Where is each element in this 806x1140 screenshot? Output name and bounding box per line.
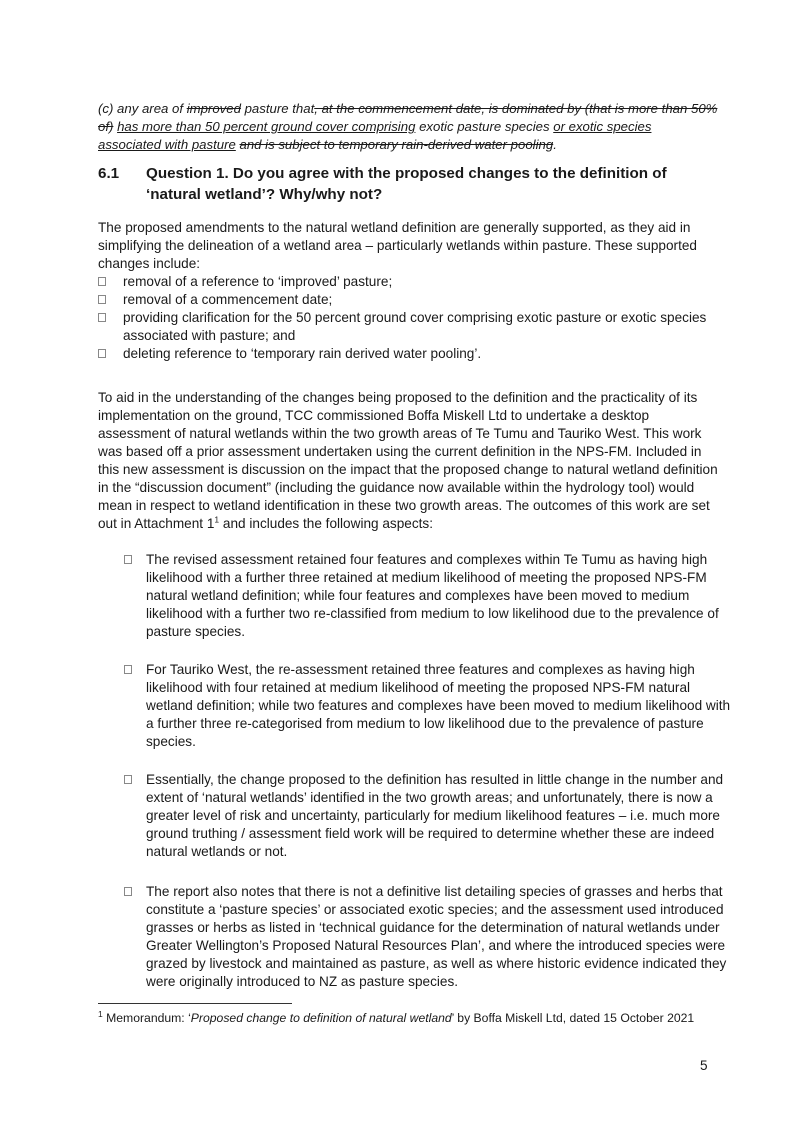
section-heading	[98, 163, 718, 205]
footnote: $^1$ Memorandum: ‘Proposed change to definition of natural wetland’ by Boffa Miskell Ltd, dated 15 October 2021	[98, 1008, 695, 1025]
list-item: deleting reference to ‘temporary rain derived water pooling’.	[98, 345, 718, 363]
deleted-text: and is subject to temporary rain-derived water pooling	[239, 137, 554, 152]
list-item: removal of a reference to ‘improved’ pasture;	[98, 273, 718, 291]
checkbox-bullet-icon	[98, 277, 106, 286]
checkbox-bullet-icon	[98, 295, 106, 304]
assessment-paragraph: To aid in the understanding of the changes being proposed to the definition and the practicality of its implementation on the ground, TCC commissioned Boffa Miskell Ltd to undertake a desktop assessment of natural wetlands within the two growth areas of Te Tumu and Tauriko West. This work was based off a prior assessment undertaken using the current definition in the NPS-FM. Included in this new assessment is discussion on the impact that the proposed change to natural wetland definition in the “discussion document” (including the guidance now available within the hydrology tool) would mean in respect to wetland identification in these two growth areas. The outcomes of this work are set out in Attachment $1^1$ and includes the following aspects:	[98, 390, 718, 531]
supported-changes-list	[98, 273, 718, 363]
section-title: Question 1. Do you agree with the proposed changes to the definition of ‘natural wetland’? Why/why not?	[146, 165, 667, 203]
footnote-reference: 1	[214, 514, 220, 525]
amended-definition-clause: (c) any area of improved pasture that, at the commencement date, is dominated by (that is more than 50% of) has more than 50 percent ground cover comprising exotic pasture species or exotic species associated with pasture and is subject to temporary rain-derived water pooling.	[98, 101, 718, 152]
list-item: Essentially, the change proposed to the definition has resulted in little change in the number and extent of ‘natural wetlands’ identified in the two growth areas; and unfortunately, there is now a greater level of risk and uncertainty, particularly for medium likelihood features – i.e. much more ground truthing / assessment field work will be required to determine whether these are indeed natural wetlands or not.	[124, 771, 736, 861]
checkbox-bullet-icon	[124, 775, 132, 784]
deleted-text: improved	[186, 101, 241, 116]
inserted-text: or exotic species associated with pasture	[98, 119, 652, 152]
checkbox-bullet-icon	[98, 349, 106, 358]
list-item: providing clarification for the 50 percent ground cover comprising exotic pasture or exotic species associated with pasture; and	[98, 309, 718, 345]
memorandum-title: Proposed change to definition of natural wetland	[190, 1011, 452, 1025]
list-item: For Tauriko West, the re-assessment retained three features and complexes as having high likelihood with four retained at medium likelihood of meeting the proposed NPS-FM natural wetland definition; while two features and complexes have been moved to medium likelihood with a further three re-categorised from medium to low likelihood due to the prevalence of pasture species.	[124, 661, 736, 751]
footnote-separator	[98, 1003, 292, 1004]
list-item: The revised assessment retained four features and complexes within Te Tumu as having high likelihood with a further three retained at medium likelihood of meeting the proposed NPS-FM natural wetland definition; while four features and complexes have been moved to medium likelihood with a further two re-classified from medium to low likelihood due to the prevalence of pasture species.	[124, 551, 736, 641]
checkbox-bullet-icon	[124, 887, 132, 896]
checkbox-bullet-icon	[124, 665, 132, 674]
checkbox-bullet-icon	[98, 313, 106, 322]
list-item: removal of a commencement date;	[98, 291, 718, 309]
page-number: 5	[700, 1058, 708, 1073]
section-number: 6.1	[98, 165, 120, 182]
footnote-mark: 1	[98, 1008, 103, 1019]
checkbox-bullet-icon	[124, 555, 132, 564]
list-item: The report also notes that there is not a definitive list detailing species of grasses and herbs that constitute a ‘pasture species’ or associated exotic species; and the assessment used introduced grasses or herbs as listed in ‘technical guidance for the determination of natural wetlands under Greater Wellington’s Proposed Natural Resources Plan’, and where the introduced species were grazed by livestock and maintained as pasture, as well as where historic evidence indicated they were originally introduced to NZ as pasture species.	[124, 883, 736, 991]
intro-paragraph: The proposed amendments to the natural wetland definition are generally supported, as they aid in simplifying the delineation of a wetland area – particularly wetlands within pasture. These supported changes include:	[98, 220, 697, 271]
inserted-text: has more than 50 percent ground cover comprising	[117, 119, 416, 134]
intro-block	[98, 219, 718, 363]
deleted-text: , at the commencement date, is dominated by (that is more than 50% of)	[98, 101, 718, 134]
